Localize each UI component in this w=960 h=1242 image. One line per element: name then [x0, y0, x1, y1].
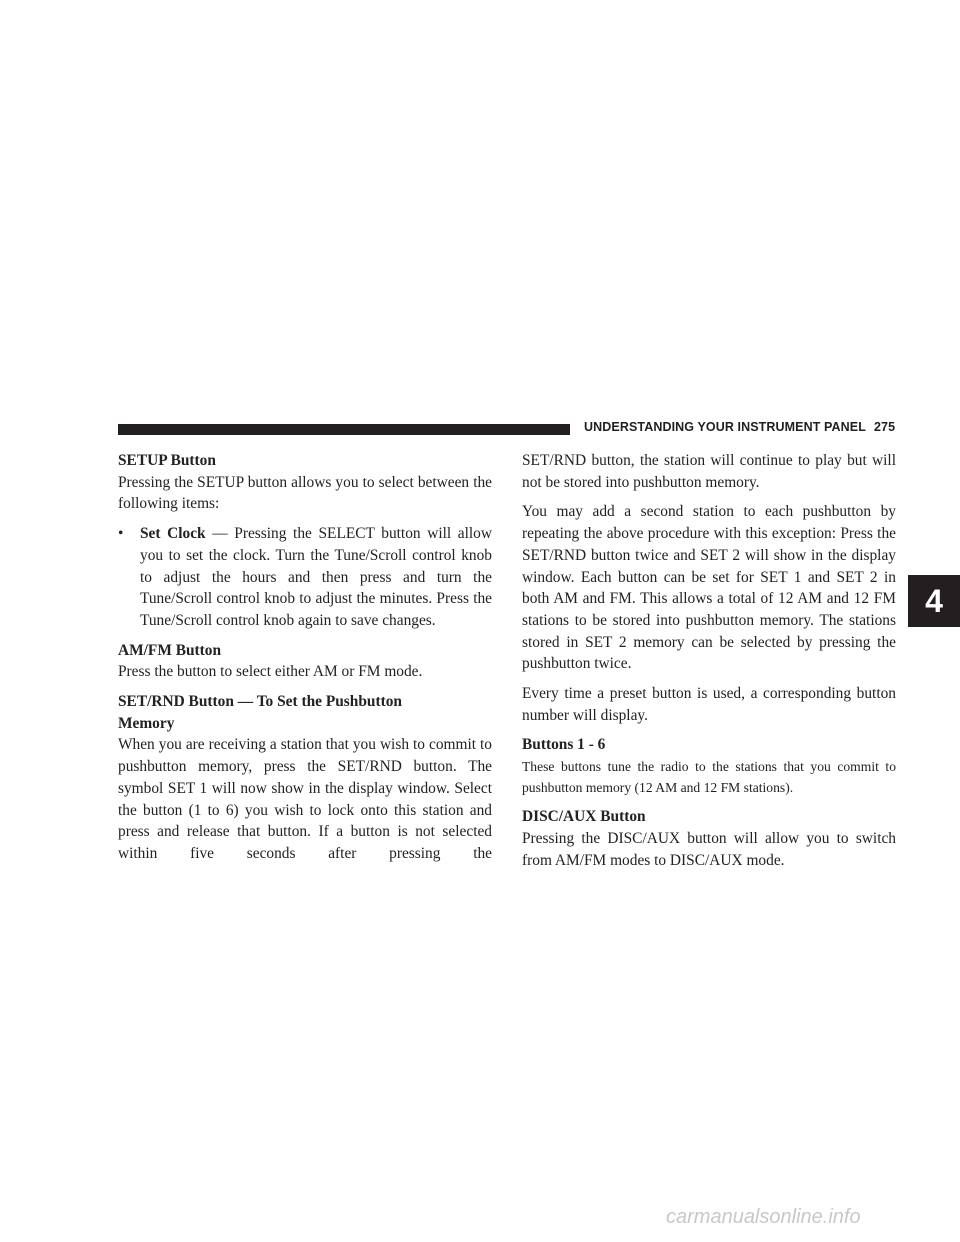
right-column — [522, 450, 896, 871]
bullet-marker: • — [118, 525, 124, 543]
amfm-body: Press the button to select either AM or FM mode. — [118, 663, 423, 681]
setrnd-continued: SET/RND button, the station will continue to play but will not be stored into pushbutton memory. — [522, 452, 896, 491]
page-number: 275 — [873, 420, 896, 434]
preset-used-body: Every time a preset button is used, a corresponding button number will display. — [522, 685, 896, 724]
set-clock-bullet — [118, 523, 492, 632]
amfm-heading: AM/FM Button — [118, 641, 222, 659]
set-clock-text: — Pressing the SELECT button will allow you to set the clock. Turn the Tune/Scroll control knob to adjust the hours and then press and turn the Tune/Scroll control knob to adjust the minutes. Press the Tune/Scroll control knob again to save changes. — [140, 525, 492, 629]
setup-heading: SETUP Button — [118, 452, 216, 469]
disc-body: Pressing the DISC/AUX button will allow you to switch from AM/FM modes to DISC/AUX mode. — [522, 829, 896, 869]
header-rule — [118, 424, 570, 435]
disc-heading: DISC/AUX Button — [522, 808, 646, 826]
setup-body: Pressing the SETUP button allows you to select between the following items: — [118, 473, 492, 513]
chapter-tab: 4 — [908, 575, 960, 627]
set-clock-term: Set Clock — [140, 525, 206, 543]
section-title: UNDERSTANDING YOUR INSTRUMENT PANEL — [584, 420, 866, 434]
watermark-logo: carmanualsonline.info — [666, 1206, 861, 1228]
setrnd-heading: SET/RND Button — To Set the Pushbutton Memory — [118, 693, 402, 732]
buttons-body: These buttons tune the radio to the stations that you commit to pushbutton memory (12 AM and 12 FM stations). — [522, 759, 896, 796]
buttons-heading: Buttons 1 - 6 — [522, 736, 606, 754]
second-station-body: You may add a second station to each pushbutton by repeating the above procedure with this exception: Press the SET/RND button twice and SET 2 will show in the display window. Each button can be set for SET 1 and SET 2 in both AM and FM. This allows a total of 12 AM and 12 FM stations to be stored into pushbutton memory. The stations stored in SET 2 memory can be selected by pressing the pushbutton twice. — [522, 503, 896, 673]
left-column — [118, 450, 492, 865]
running-header — [584, 420, 895, 434]
setrnd-body: When you are receiving a station that you wish to commit to pushbutton memory, press the SET/RND button. The symbol SET 1 will now show in the display window. Select the button (1 to 6) you wish to lock onto this station and press and release that button. If a button is not selected within five seconds after pressing the — [118, 736, 492, 862]
